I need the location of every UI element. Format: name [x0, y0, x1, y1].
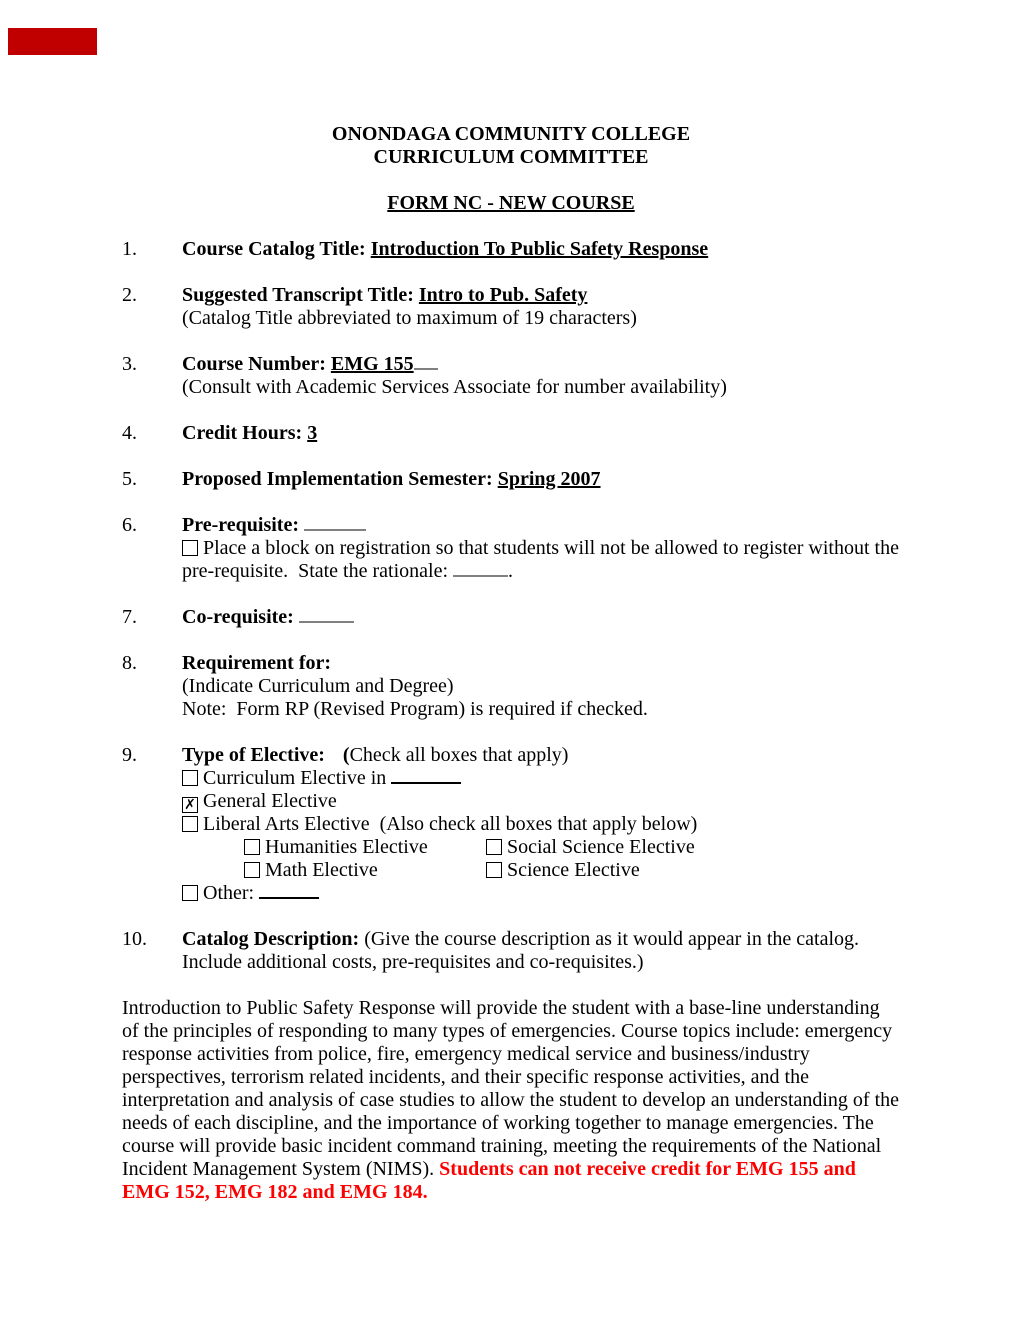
rationale-period: .: [508, 560, 514, 582]
item-6-label: Pre-requisite:: [182, 514, 300, 536]
math-elective-checkbox[interactable]: [244, 862, 260, 878]
form-item-10: [122, 928, 900, 974]
form-item-9: [122, 744, 900, 905]
item-4-label: Credit Hours:: [182, 422, 303, 444]
corequisite-blank[interactable]: [299, 609, 354, 623]
general-elective-checkbox-checked[interactable]: [182, 797, 198, 813]
curriculum-elective-checkbox[interactable]: [182, 770, 198, 786]
science-elective-label: Science Elective: [507, 859, 640, 881]
course-number-blank[interactable]: [414, 356, 438, 370]
item-8-number: 8.: [122, 652, 137, 674]
other-elective-checkbox[interactable]: [182, 885, 198, 901]
item-7-number: 7.: [122, 606, 137, 628]
item-9-label: Type of Elective:: [182, 744, 325, 766]
other-elective-blank[interactable]: [259, 885, 319, 899]
item-1-number: 1.: [122, 238, 137, 260]
item-2-number: 2.: [122, 284, 137, 306]
item-4-value: 3: [307, 422, 318, 444]
form-item-6: [122, 514, 900, 583]
item-5-label: Proposed Implementation Semester:: [182, 468, 493, 490]
form-item-7: [122, 606, 900, 629]
committee-title: CURRICULUM COMMITTEE: [373, 146, 649, 168]
humanities-elective-checkbox[interactable]: [244, 839, 260, 855]
liberal-arts-elective-checkbox[interactable]: [182, 816, 198, 832]
item-6-number: 6.: [122, 514, 137, 536]
item-8-note-1: (Indicate Curriculum and Degree): [182, 675, 454, 697]
other-elective-label: Other:: [203, 882, 255, 904]
item-9-number: 9.: [122, 744, 137, 766]
liberal-arts-elective-label: Liberal Arts Elective: [203, 813, 370, 835]
x-mark-icon: ✗: [184, 797, 196, 813]
social-science-elective-label: Social Science Elective: [507, 836, 695, 858]
form-item-4: [122, 422, 900, 445]
curriculum-elective-label: Curriculum Elective in: [203, 767, 387, 789]
item-10-note: (Give the course description as it would appear in the catalog. Include additional costs, pre-requisites and co-requisites.): [182, 928, 865, 973]
item-8-label: Requirement for:: [182, 652, 332, 674]
item-3-label: Course Number:: [182, 353, 326, 375]
college-title: ONONDAGA COMMUNITY COLLEGE: [331, 123, 691, 145]
item-1-label: Course Catalog Title:: [182, 238, 366, 260]
form-item-1: [122, 238, 900, 261]
item-2-note: (Catalog Title abbreviated to maximum of 19 characters): [182, 307, 637, 329]
red-corner-mark: [8, 28, 97, 55]
item-10-label: Catalog Description:: [182, 928, 360, 950]
description-credit-warning: Students can not receive credit for EMG 155 and EMG 152, EMG 182 and EMG 184.: [122, 1158, 856, 1203]
item-3-note: (Consult with Academic Services Associate for number availability): [182, 376, 727, 398]
rationale-blank[interactable]: [453, 563, 508, 577]
item-3-value: EMG 155: [330, 353, 414, 375]
humanities-elective-label: Humanities Elective: [265, 836, 428, 858]
item-5-value: Spring 2007: [497, 468, 601, 490]
item-7-label: Co-requisite:: [182, 606, 294, 628]
social-science-elective-checkbox[interactable]: [486, 839, 502, 855]
item-3-number: 3.: [122, 353, 137, 375]
description-text: Introduction to Public Safety Response will provide the student with a base-line understanding of the principles of responding to many types of emergencies. Course topics include: emergency response activities from police, fire, emergency medical service and business/industry perspectives, terrorism related incidents, and their specific response activities, and the interpretation and analysis of case studies to allow the student to develop an understanding of the needs of each discipline, and the importance of working together to manage emergencies. The course will provide basic incident command training, meeting the requirements of the National Incident Management System (NIMS).: [122, 997, 900, 1180]
registration-block-text: Place a block on registration so that students will not be allowed to register without the pre-requisite. State the rationale:: [182, 537, 899, 582]
form-item-8: [122, 652, 900, 721]
item-9-note-paren: (: [342, 744, 350, 766]
curriculum-elective-blank[interactable]: [391, 770, 461, 784]
science-elective-checkbox[interactable]: [486, 862, 502, 878]
item-4-number: 4.: [122, 422, 137, 444]
item-1-value: Introduction To Public Safety Response: [370, 238, 709, 260]
form-title: FORM NC - NEW COURSE: [387, 192, 635, 214]
item-10-number: 10.: [122, 928, 147, 950]
prerequisite-blank[interactable]: [304, 517, 366, 531]
form-item-3: [122, 353, 900, 399]
liberal-arts-note: (Also check all boxes that apply below): [379, 813, 698, 835]
form-item-5: [122, 468, 900, 491]
registration-block-checkbox[interactable]: [182, 540, 198, 556]
item-2-value: Intro to Pub. Safety: [418, 284, 588, 306]
form-item-2: [122, 284, 900, 330]
item-9-note: Check all boxes that apply): [349, 744, 569, 766]
math-elective-label: Math Elective: [265, 859, 378, 881]
general-elective-label: General Elective: [203, 790, 337, 812]
item-2-label: Suggested Transcript Title:: [182, 284, 414, 306]
item-5-number: 5.: [122, 468, 137, 490]
catalog-description-paragraph: [122, 997, 900, 1204]
item-8-note-2: Note: Form RP (Revised Program) is required if checked.: [182, 698, 648, 720]
